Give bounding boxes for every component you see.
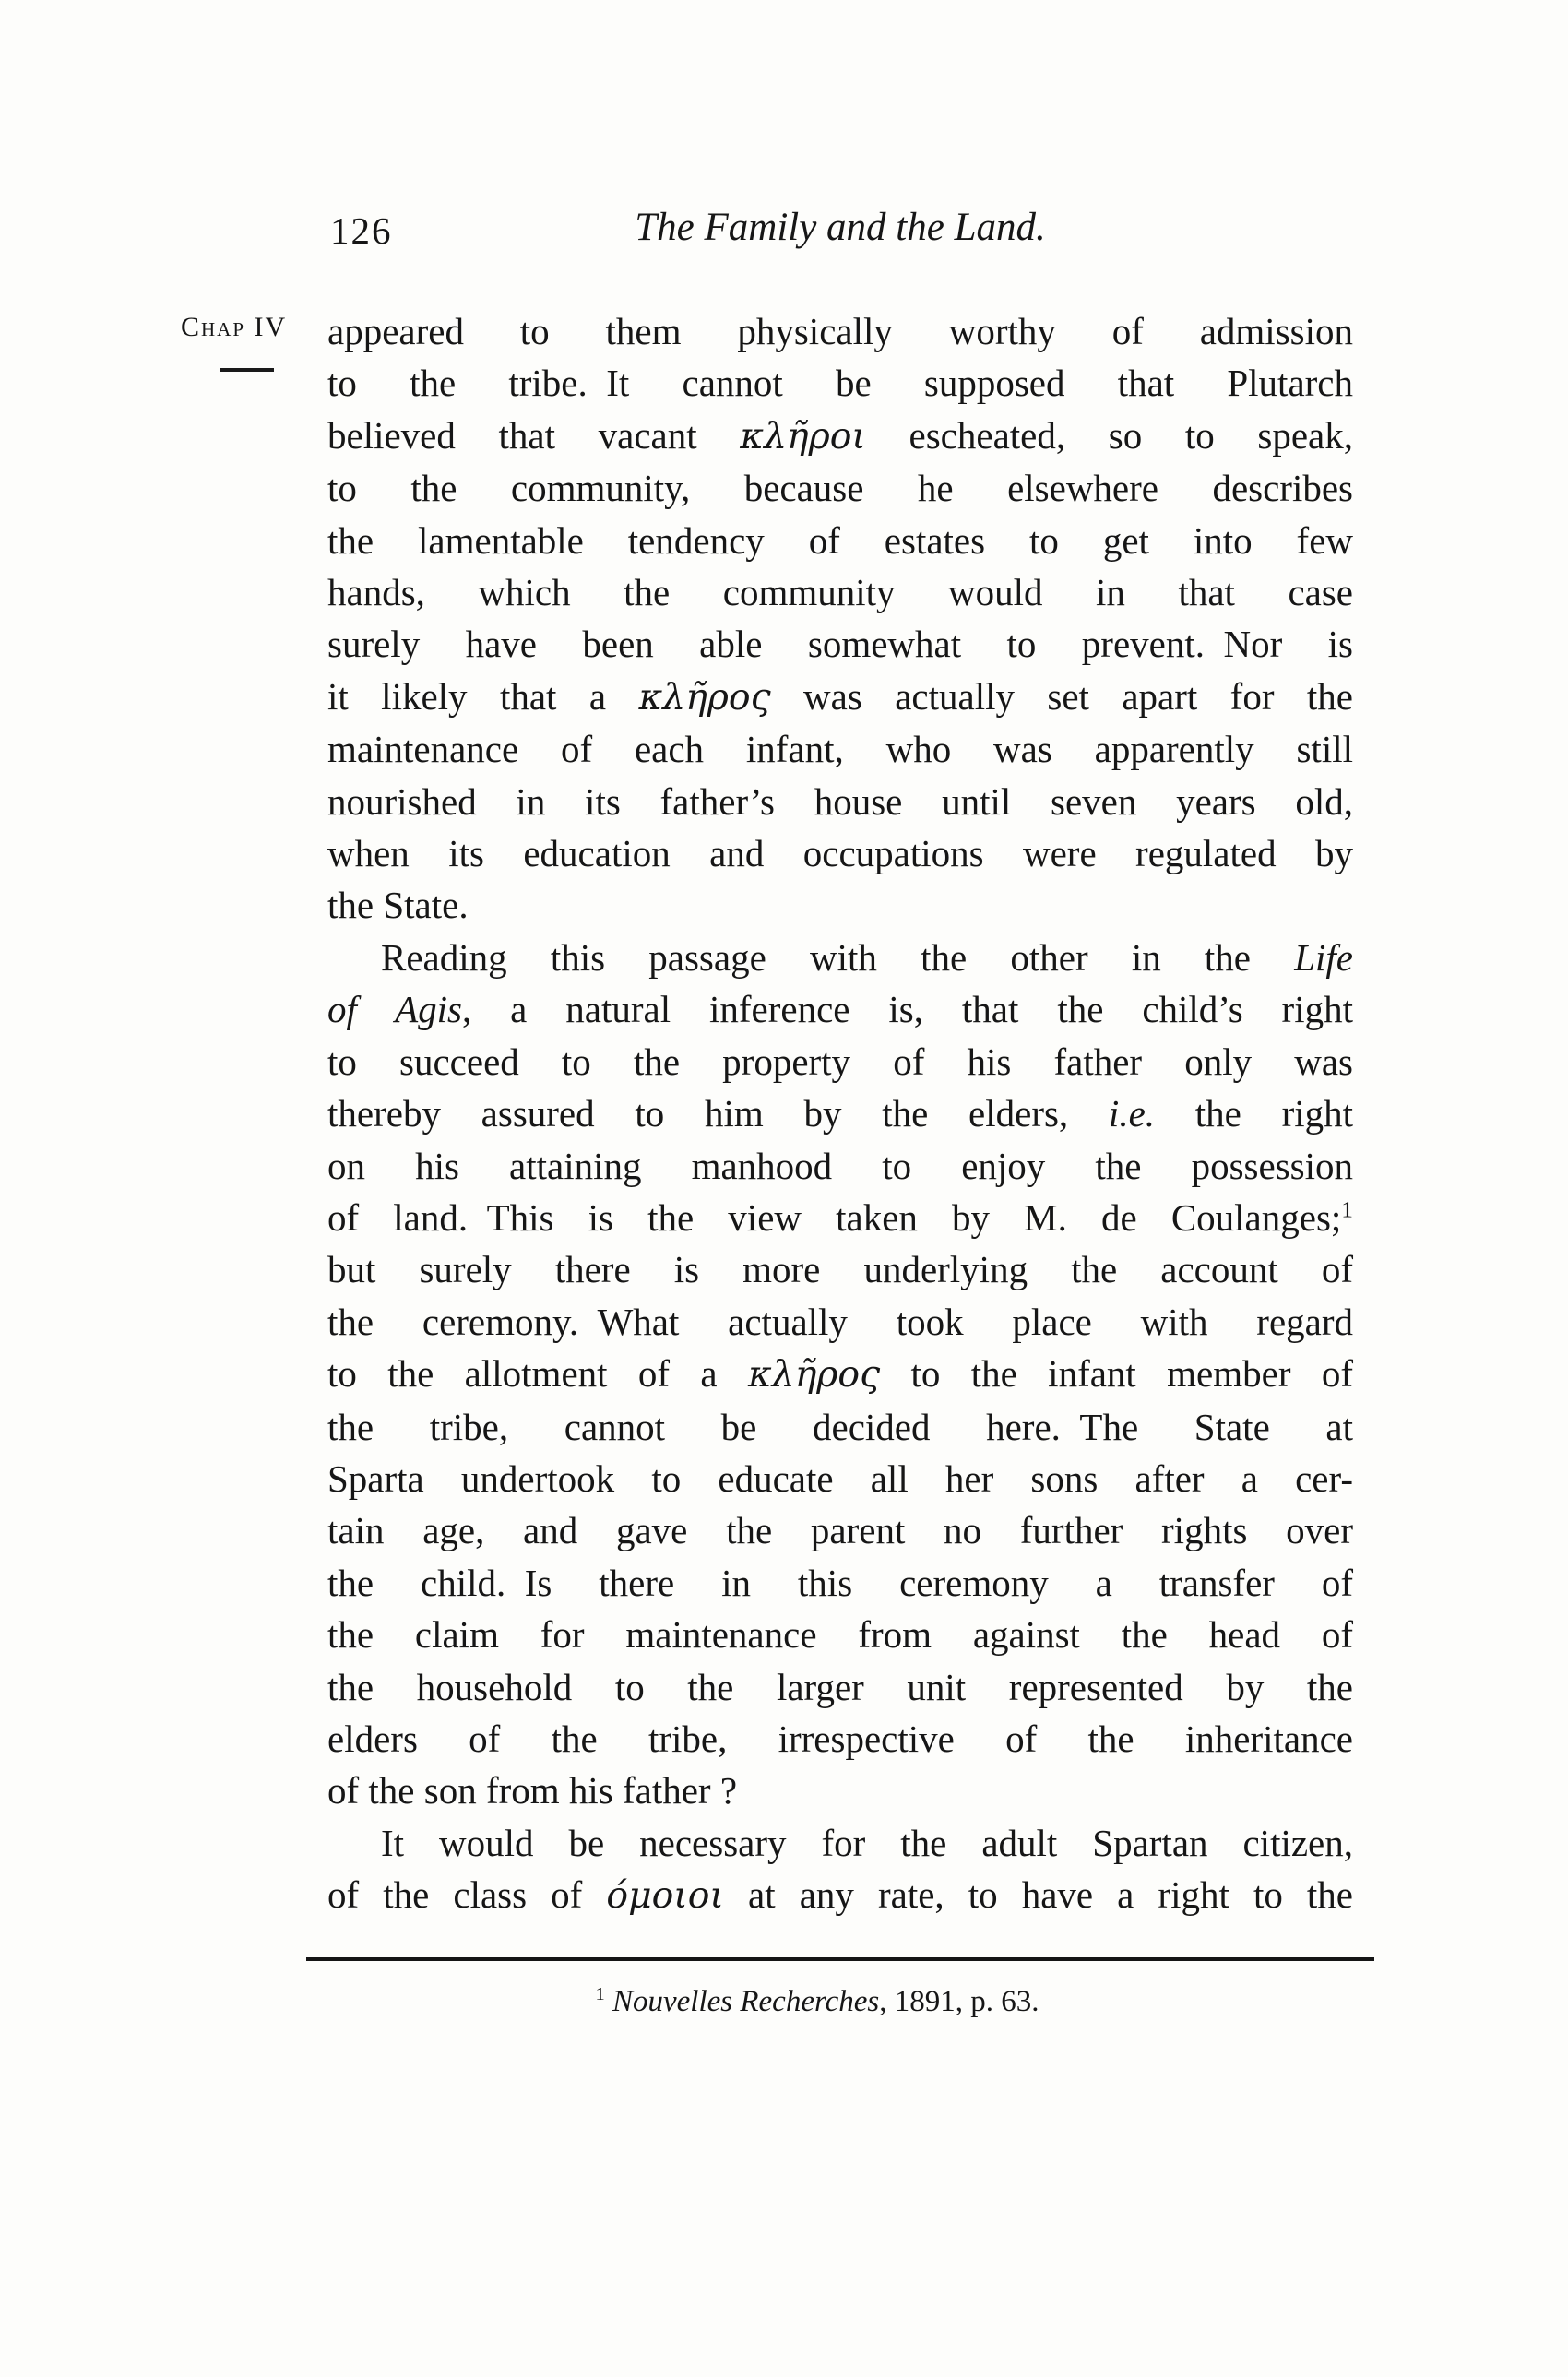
text-run: escheated, so to speak, (865, 413, 1353, 457)
text-run (605, 1985, 612, 2018)
text-run: Reading this passage with the other in the (381, 935, 1295, 979)
greek-term: κλῆρος (747, 1353, 881, 1396)
page-number: 126 (330, 209, 393, 252)
text-run: to the allotment of a (327, 1352, 748, 1396)
text-line (327, 1348, 1353, 1400)
text-line (327, 1869, 1353, 1921)
footnote-marker: 1 (1341, 1196, 1353, 1223)
text-run: the claim for maintenance from against the head of (327, 1613, 1353, 1657)
text-run: to the tribe. It cannot be supposed that Plutarch (327, 362, 1353, 405)
text-line (327, 932, 1353, 983)
footnote (304, 1981, 1330, 2022)
text-run: when its education and occupations were regulated by (327, 832, 1353, 875)
text-line (327, 776, 1353, 827)
text-run: the ceremony. What actually took place with regard (327, 1300, 1353, 1343)
text-run: maintenance of each infant, who was apparently still (327, 728, 1353, 771)
text-run: nourished in its father’s house until seven years old, (327, 779, 1353, 823)
text-run: to the community, because he elsewhere describes (327, 467, 1353, 510)
text-run: thereby assured to him by the elders, (327, 1092, 1109, 1135)
text-run: it likely that a (327, 674, 639, 718)
text-run: of the son from his father ? (327, 1769, 738, 1812)
text-run: surely have been able somewhat to prevent. Nor is (327, 623, 1353, 666)
text-run: believed that vacant (327, 413, 741, 457)
text-run: Life (1294, 935, 1353, 979)
text-line (327, 1661, 1353, 1713)
running-title: The Family and the Land. (635, 206, 1046, 249)
text-run: the household to the larger unit represented by the (327, 1665, 1353, 1708)
text-run: Sparta undertook to educate all her sons after a cer- (327, 1456, 1353, 1500)
text-line (327, 1765, 1353, 1816)
text-run: i.e. (1108, 1092, 1156, 1135)
greek-term: όμοιοι (606, 1874, 724, 1918)
text-line (327, 462, 1353, 514)
text-run: , 1891, p. 63. (879, 1985, 1039, 2018)
text-line (327, 1087, 1353, 1139)
text-run: at any rate, to have a right to the (723, 1873, 1354, 1917)
text-line (327, 566, 1353, 618)
text-run: appeared to them physically worthy of admission (327, 310, 1353, 352)
text-line (327, 983, 1353, 1035)
text-run: It would be necessary for the adult Spartan citizen, (381, 1821, 1353, 1864)
text-run: the lamentable tendency of estates to get into few (327, 518, 1353, 562)
chapter-underline-rule (220, 368, 274, 372)
greek-term: κλῆρος (638, 675, 771, 719)
footnote-divider-rule (306, 1957, 1374, 1961)
text-line (327, 1192, 1353, 1243)
text-line (327, 1036, 1353, 1087)
text-line (327, 1401, 1353, 1453)
text-line (327, 1557, 1353, 1609)
text-line (327, 410, 1353, 462)
text-run: to the infant member of (880, 1352, 1353, 1396)
greek-term: κλῆροι (740, 414, 866, 458)
footnote-marker: 1 (595, 1984, 605, 2004)
text-line (327, 1817, 1353, 1869)
text-run: of land. This is the view taken by M. de Coulanges; (327, 1195, 1342, 1239)
text-line (327, 1296, 1353, 1348)
body-text (327, 305, 1353, 1922)
text-run: on his attaining manhood to enjoy the possession (327, 1144, 1353, 1187)
text-line (327, 1140, 1353, 1192)
text-line (327, 515, 1353, 566)
text-line (327, 879, 1353, 931)
text-line (327, 1504, 1353, 1556)
text-run: the tribe, cannot be decided here. The State at (327, 1405, 1353, 1448)
text-run: of Agis (327, 988, 462, 1031)
text-line (327, 618, 1353, 670)
text-run: elders of the tribe, irrespective of the inheritance (327, 1717, 1353, 1760)
text-run: to succeed to the property of his father only was (327, 1040, 1353, 1083)
text-line (327, 1713, 1353, 1765)
text-run: but surely there is more underlying the account of (327, 1248, 1353, 1291)
text-run: was actually set apart for the (770, 674, 1353, 718)
text-line (327, 1609, 1353, 1660)
chapter-margin-label: Chap IV (181, 312, 288, 342)
text-line (327, 671, 1353, 723)
text-run: Nouvelles Recherches (612, 1985, 880, 2018)
text-line (327, 357, 1353, 409)
text-run: of the class of (327, 1873, 607, 1917)
text-line (327, 305, 1353, 357)
text-line (327, 827, 1353, 879)
text-run: hands, which the community would in that case (327, 571, 1353, 614)
text-run: the child. Is there in this ceremony a transfer of (327, 1561, 1353, 1604)
text-line (327, 1453, 1353, 1504)
text-run: the State. (327, 884, 469, 927)
text-run: , a natural inference is, that the child’s right (461, 988, 1353, 1031)
text-run: tain age, and gave the parent no further rights over (327, 1509, 1353, 1552)
text-line (327, 1243, 1353, 1295)
text-line (327, 723, 1353, 775)
text-run: the right (1155, 1092, 1353, 1135)
